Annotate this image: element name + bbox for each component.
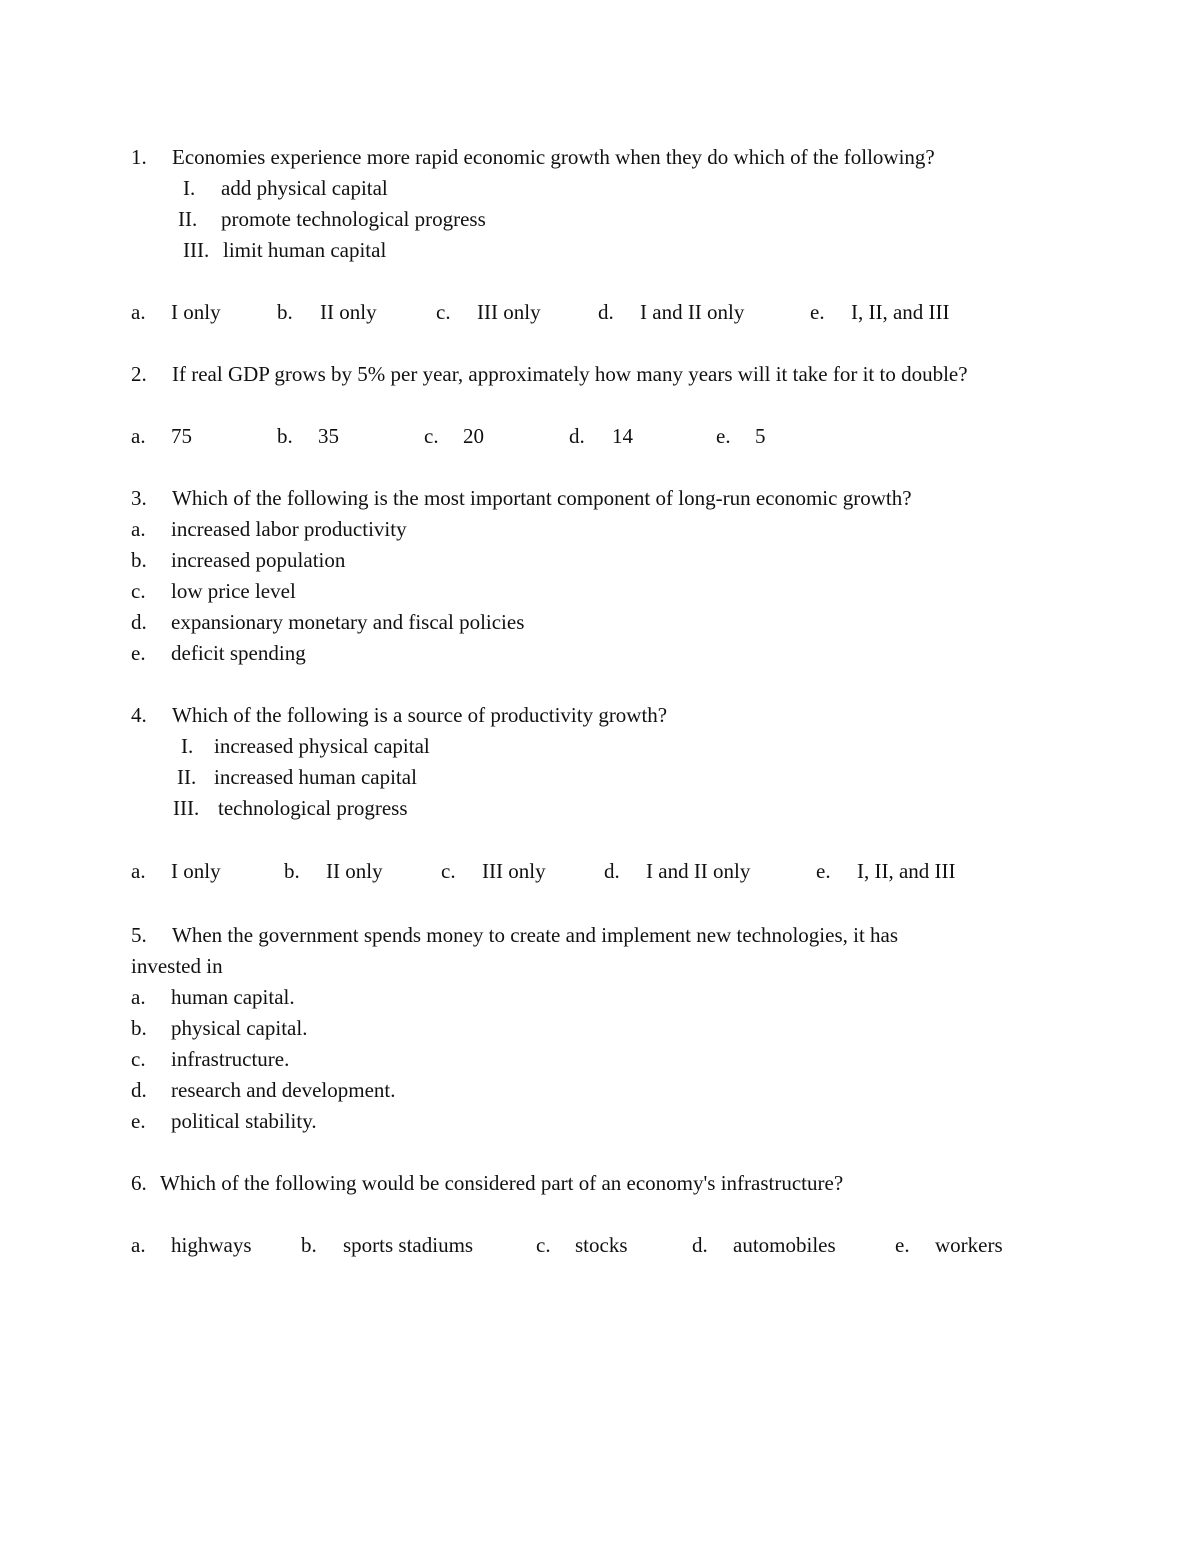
choice-letter: c.	[131, 1047, 146, 1071]
choice-letter: a.	[131, 517, 146, 541]
roman-numeral: II.	[178, 207, 198, 231]
choice-text: 5	[755, 424, 766, 448]
question-number: 6.	[131, 1171, 147, 1195]
question-stem-continuation: invested in	[131, 954, 223, 978]
choice-text: 20	[463, 424, 484, 448]
choice-letter: b.	[277, 424, 293, 448]
choice-text: increased population	[171, 548, 346, 572]
choice-letter: c.	[424, 424, 439, 448]
choice-text: sports stadiums	[343, 1233, 474, 1257]
choice-text: increased labor productivity	[171, 517, 407, 541]
question-number: 4.	[131, 703, 147, 727]
choice-text: highways	[171, 1233, 252, 1257]
choice-text: I, II, and III	[857, 859, 956, 883]
roman-item-text: add physical capital	[221, 176, 388, 200]
choice-letter: a.	[131, 985, 146, 1009]
question-stem: Which of the following would be considered part of an economy's infrastructure?	[160, 1171, 844, 1195]
question-number: 1.	[131, 145, 147, 169]
question-stem: When the government spends money to create and implement new technologies, it has	[172, 923, 899, 947]
roman-item-text: limit human capital	[223, 238, 387, 262]
roman-numeral: II.	[177, 765, 197, 789]
choice-text: infrastructure.	[171, 1047, 290, 1071]
choice-text: 35	[318, 424, 339, 448]
choice-text: low price level	[171, 579, 296, 603]
roman-item-text: technological progress	[218, 796, 408, 820]
choice-letter: e.	[895, 1233, 910, 1257]
choice-letter: d.	[692, 1233, 708, 1257]
choice-text: workers	[935, 1233, 1003, 1257]
choice-letter: b.	[284, 859, 300, 883]
choice-text: political stability.	[171, 1109, 317, 1133]
choice-text: deficit spending	[171, 641, 306, 665]
choice-letter: b.	[131, 1016, 147, 1040]
question-number: 5.	[131, 923, 147, 947]
choice-text: automobiles	[733, 1233, 836, 1257]
choice-text: I only	[171, 859, 221, 883]
choice-letter: d.	[598, 300, 614, 324]
choice-letter: c.	[436, 300, 451, 324]
choice-text: research and development.	[171, 1078, 396, 1102]
choice-letter: b.	[301, 1233, 317, 1257]
choice-text: II only	[326, 859, 383, 883]
choice-letter: b.	[277, 300, 293, 324]
choice-letter: e.	[131, 1109, 146, 1133]
roman-numeral: III.	[173, 796, 200, 820]
choice-letter: a.	[131, 300, 146, 324]
choice-letter: a.	[131, 859, 146, 883]
choice-text: stocks	[575, 1233, 628, 1257]
choice-text: I, II, and III	[851, 300, 950, 324]
choice-text: physical capital.	[171, 1016, 308, 1040]
roman-item-text: increased human capital	[214, 765, 417, 789]
question-number: 2.	[131, 362, 147, 386]
choice-text: I and II only	[646, 859, 751, 883]
choice-letter: d.	[131, 610, 147, 634]
choice-text: 75	[171, 424, 192, 448]
choice-letter: c.	[131, 579, 146, 603]
choice-letter: b.	[131, 548, 147, 572]
choice-letter: e.	[816, 859, 831, 883]
choice-text: 14	[612, 424, 633, 448]
roman-numeral: I.	[181, 734, 194, 758]
roman-item-text: increased physical capital	[214, 734, 430, 758]
choice-letter: d.	[604, 859, 620, 883]
question-stem: Economies experience more rapid economic growth when they do which of the following?	[172, 145, 935, 169]
question-stem: Which of the following is a source of productivity growth?	[172, 703, 668, 727]
question-stem: Which of the following is the most important component of long-run economic growth?	[172, 486, 912, 510]
roman-numeral: I.	[183, 176, 196, 200]
choice-letter: e.	[716, 424, 731, 448]
choice-letter: c.	[441, 859, 456, 883]
choice-text: I and II only	[640, 300, 745, 324]
question-stem: If real GDP grows by 5% per year, approximately how many years will it take for it to double?	[172, 362, 968, 386]
roman-item-text: promote technological progress	[221, 207, 486, 231]
choice-text: III only	[477, 300, 541, 324]
roman-numeral: III.	[183, 238, 210, 262]
choice-letter: c.	[536, 1233, 551, 1257]
choice-text: III only	[482, 859, 546, 883]
choice-text: I only	[171, 300, 221, 324]
question-number: 3.	[131, 486, 147, 510]
choice-text: human capital.	[171, 985, 295, 1009]
choice-letter: a.	[131, 1233, 146, 1257]
choice-letter: a.	[131, 424, 146, 448]
choice-letter: d.	[569, 424, 585, 448]
choice-letter: e.	[131, 641, 146, 665]
choice-letter: e.	[810, 300, 825, 324]
choice-text: II only	[320, 300, 377, 324]
choice-letter: d.	[131, 1078, 147, 1102]
choice-text: expansionary monetary and fiscal policies	[171, 610, 525, 634]
